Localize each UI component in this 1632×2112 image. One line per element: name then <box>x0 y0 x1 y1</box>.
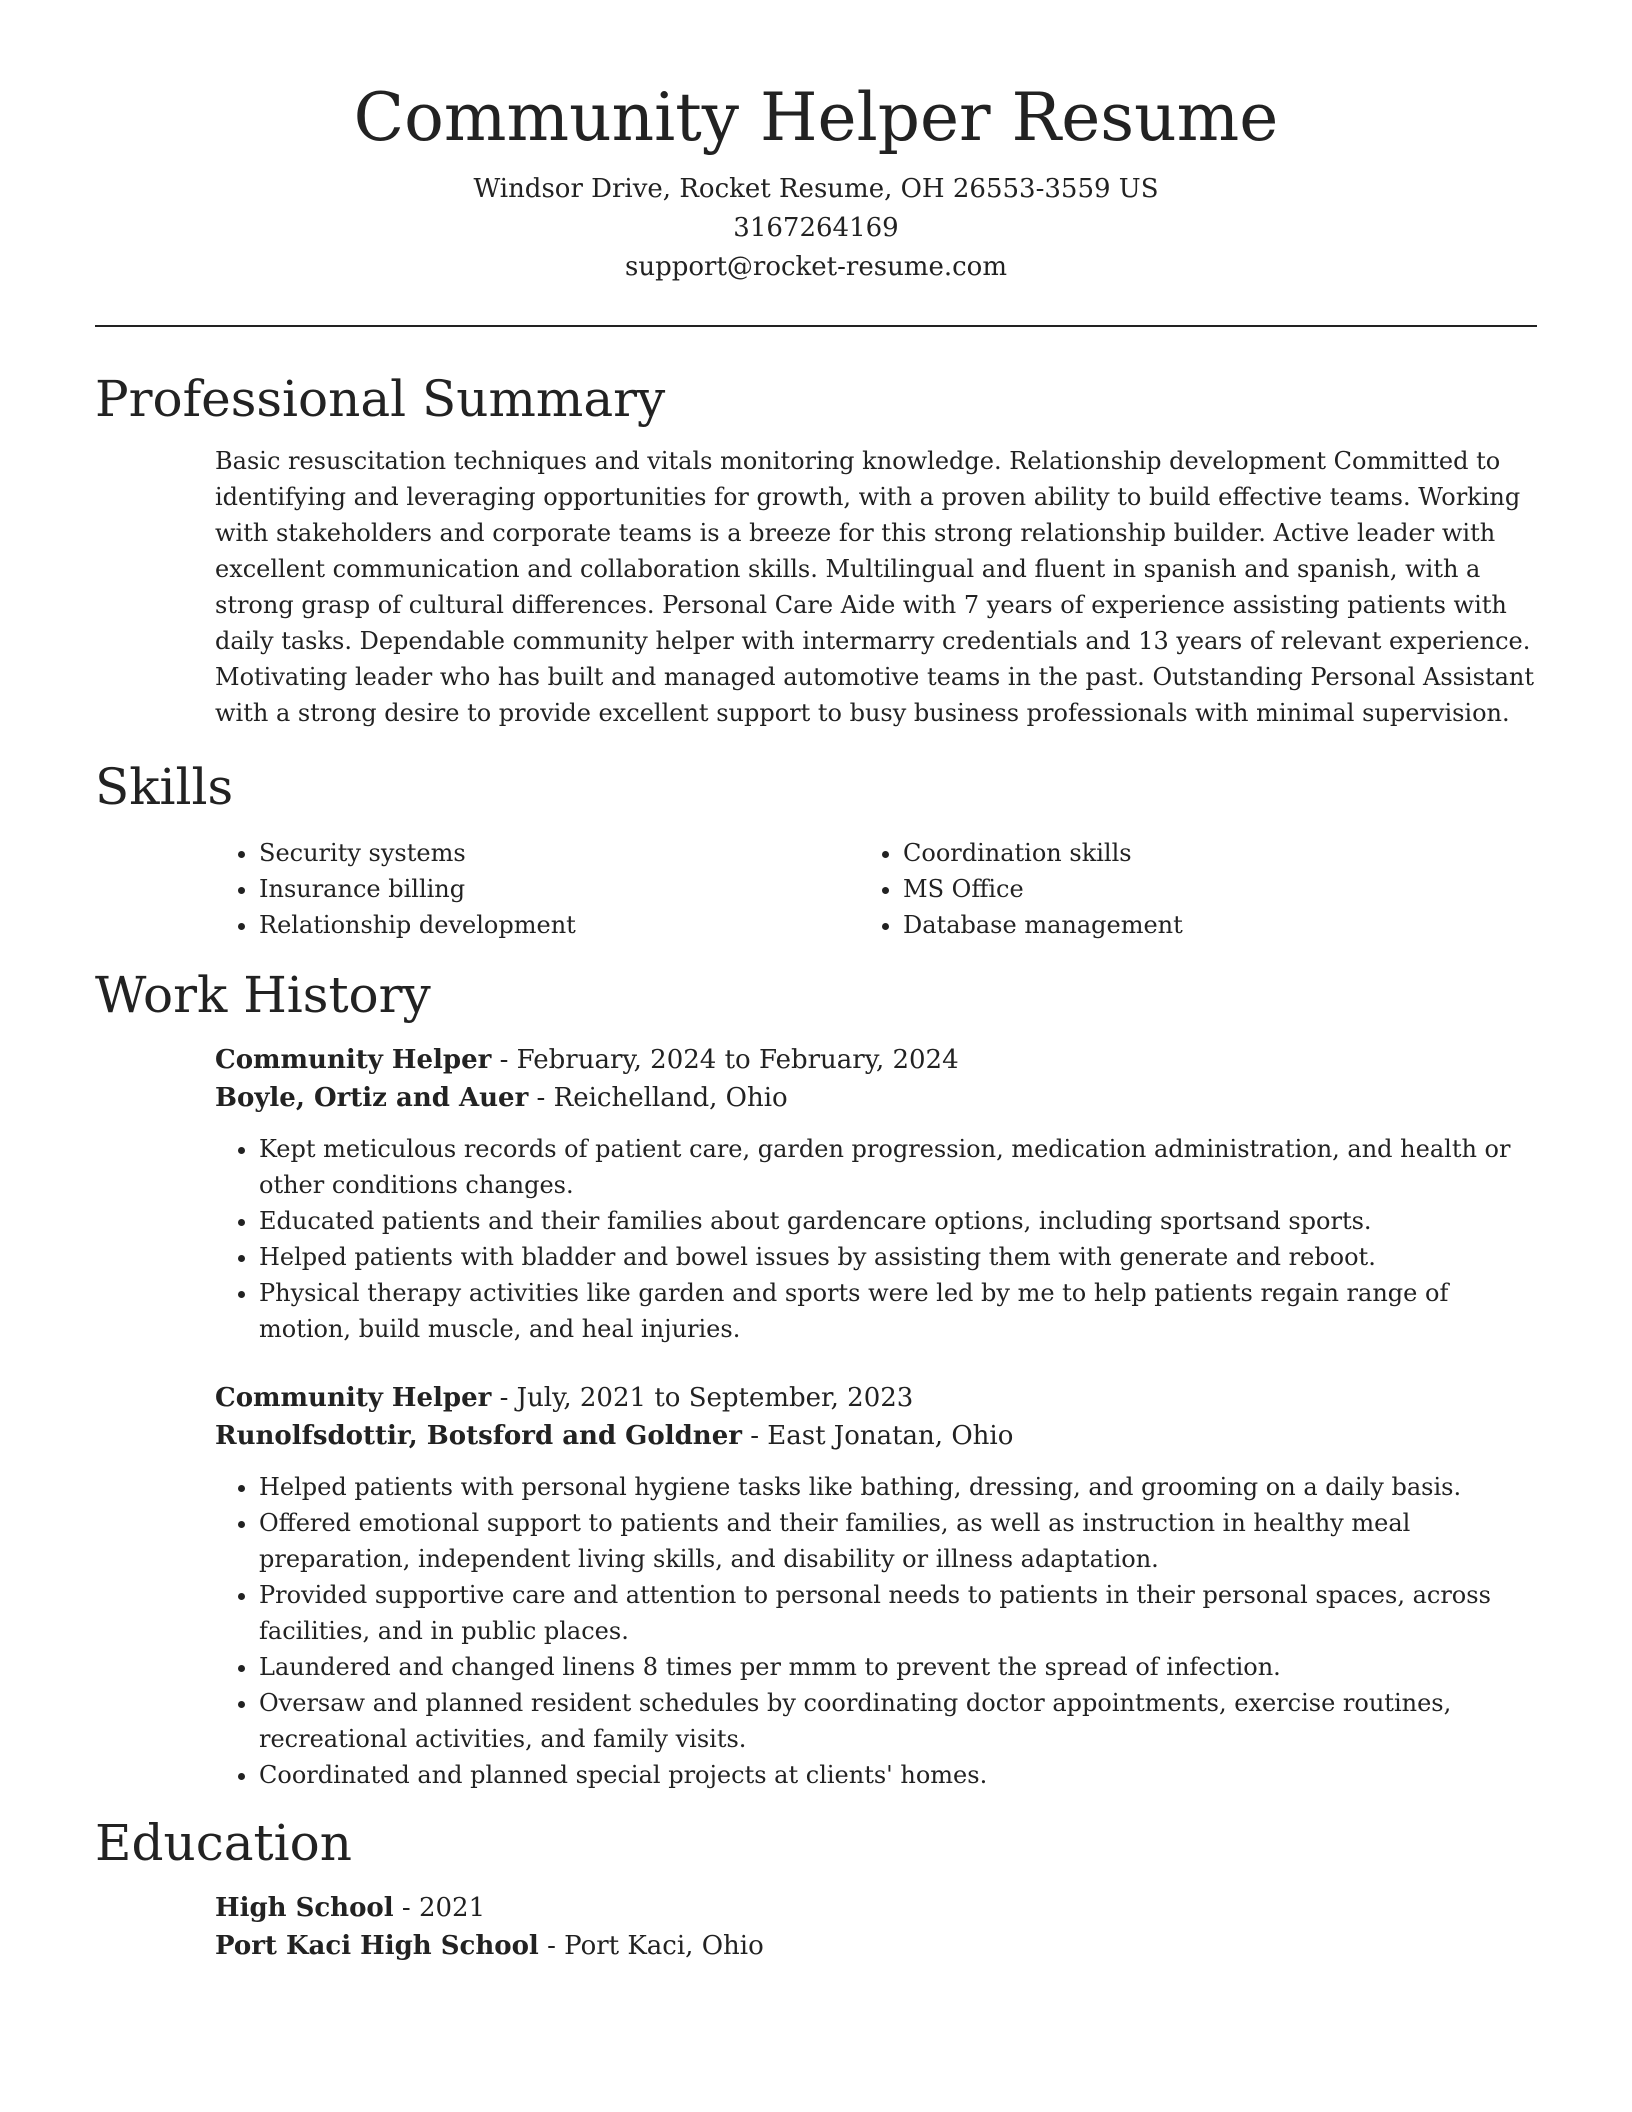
job-bullet: • Coordinated and planned special projects at clients' homes. <box>259 1757 1537 1793</box>
education-section <box>95 1813 1537 1965</box>
job-bullet: • Oversaw and planned resident schedules by coordinating doctor appointments, exercise routines, recreational activities, and family visits. <box>259 1685 1537 1757</box>
education-degree: High School <box>215 1892 394 1923</box>
education-heading: Education <box>95 1813 352 1872</box>
summary-heading: Professional Summary <box>95 369 666 428</box>
education-location: - Port Kaci, Ohio <box>538 1930 764 1961</box>
skills-column-left <box>215 835 859 943</box>
job-dates: - July, 2021 to September, 2023 <box>491 1382 914 1413</box>
skill-item: • Coordination skills <box>903 835 1503 871</box>
header-divider <box>95 325 1537 327</box>
job-bullet: • Offered emotional support to patients and their families, as well as instruction in healthy meal preparation, independent living skills, and disability or illness adaptation. <box>259 1505 1537 1577</box>
job-title-line <box>215 1041 1537 1079</box>
job-bullet: • Laundered and changed linens 8 times per mmm to prevent the spread of infection. <box>259 1649 1537 1685</box>
contact-email: support@rocket-resume.com <box>624 251 1007 282</box>
skill-item: • MS Office <box>903 871 1503 907</box>
skill-item: • Insurance billing <box>259 871 859 907</box>
job-company-line <box>215 1079 1537 1117</box>
job-entry <box>215 1041 1537 1347</box>
work-history-section <box>95 965 1537 1793</box>
job-company: Runolfsdottir, Botsford and Goldner <box>215 1420 742 1451</box>
education-school: Port Kaci High School <box>215 1930 539 1961</box>
contact-phone: 3167264169 <box>733 212 899 243</box>
job-bullets <box>215 1131 1537 1347</box>
contact-address: Windsor Drive, Rocket Resume, OH 26553-3559 US <box>473 173 1159 204</box>
job-title-line <box>215 1379 1537 1417</box>
job-entry <box>215 1379 1537 1793</box>
job-dates: - February, 2024 to February, 2024 <box>491 1044 959 1075</box>
summary-text: Basic resuscitation techniques and vitals monitoring knowledge. Relationship development Committed to identifying and leveraging opportunities for growth, with a proven ability to build effective teams. Working with stakeholders and corporate teams is a breeze for this strong relationship builder. Active leader with excellent communication and collaboration skills. Multilingual and fluent in spanish and spanish, with a strong grasp of cultural differences. Personal Care Aide with 7 years of experience assisting patients with daily tasks. Dependable community helper with intermarry credentials and 13 years of relevant experience. Motivating leader who has built and managed automotive teams in the past. Outstanding Personal Assistant with a strong desire to provide excellent support to busy business professionals with minimal supervision. <box>215 446 1535 727</box>
skills-section <box>95 757 1537 943</box>
job-bullets <box>215 1469 1537 1793</box>
job-role: Community Helper <box>215 1382 492 1413</box>
skill-item: • Security systems <box>259 835 859 871</box>
job-bullet: • Educated patients and their families about gardencare options, including sportsand sports. <box>259 1203 1537 1239</box>
skill-item: • Relationship development <box>259 907 859 943</box>
job-bullet: • Helped patients with bladder and bowel issues by assisting them with generate and reboot. <box>259 1239 1537 1275</box>
summary-section <box>95 369 1537 731</box>
skills-heading: Skills <box>95 757 234 816</box>
resume-title: Community Helper Resume <box>353 79 1279 156</box>
contact-info <box>95 170 1537 287</box>
job-location: - East Jonatan, Ohio <box>741 1420 1014 1451</box>
skill-item: • Database management <box>903 907 1503 943</box>
education-school-line <box>215 1927 1537 1965</box>
job-role: Community Helper <box>215 1044 492 1075</box>
work-history-heading: Work History <box>95 965 431 1024</box>
job-bullet: • Kept meticulous records of patient care, garden progression, medication administration, and health or other conditions changes. <box>259 1131 1537 1203</box>
job-company-line <box>215 1417 1537 1455</box>
resume-header <box>95 80 1537 287</box>
education-degree-line <box>215 1889 1537 1927</box>
job-bullet: • Physical therapy activities like garden and sports were led by me to help patients regain range of motion, build muscle, and heal injuries. <box>259 1275 1537 1347</box>
skills-grid <box>215 835 1537 943</box>
job-company: Boyle, Ortiz and Auer <box>215 1082 529 1113</box>
job-location: - Reichelland, Ohio <box>528 1082 788 1113</box>
skills-column-right <box>859 835 1503 943</box>
job-bullet: • Provided supportive care and attention to personal needs to patients in their personal spaces, across facilities, and in public places. <box>259 1577 1537 1649</box>
education-entry <box>215 1889 1537 1965</box>
job-bullet: • Helped patients with personal hygiene tasks like bathing, dressing, and grooming on a daily basis. <box>259 1469 1537 1505</box>
education-year: - 2021 <box>393 1892 486 1923</box>
